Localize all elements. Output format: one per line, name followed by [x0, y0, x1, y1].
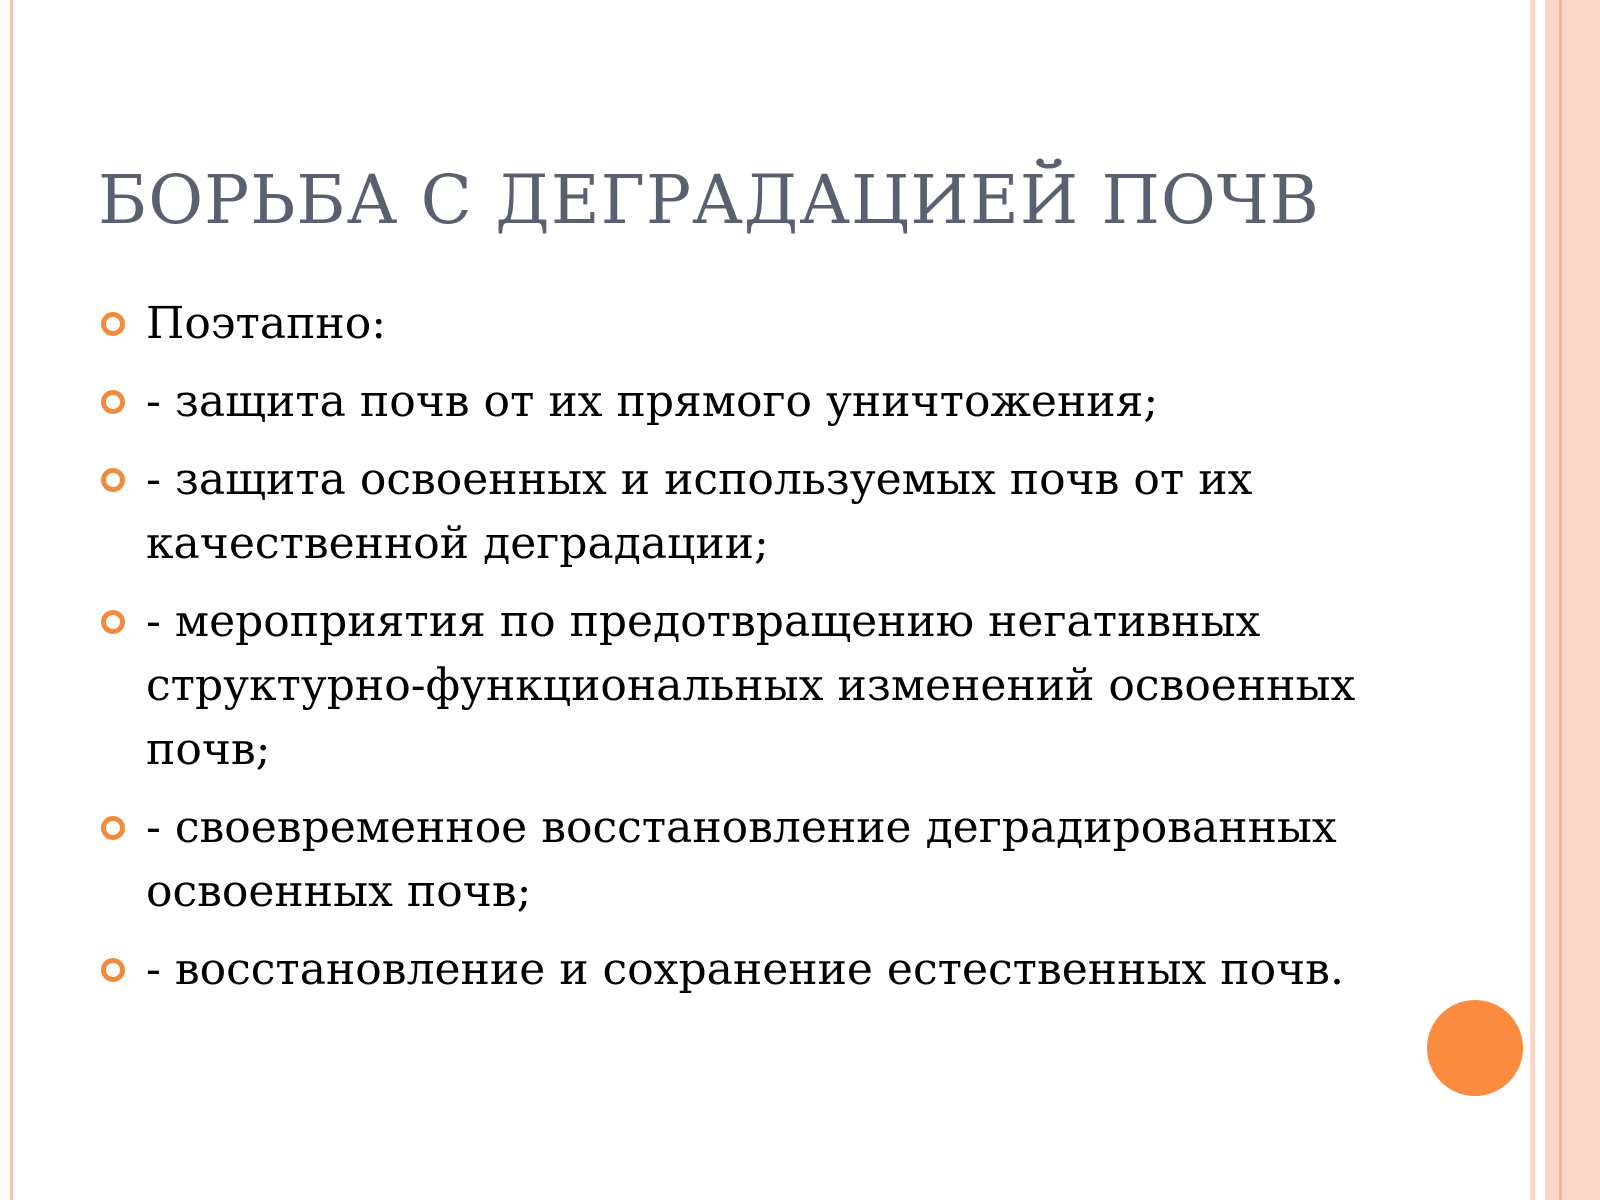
left-border-line — [10, 0, 13, 1200]
bullet-item — [98, 448, 1388, 576]
bullet-text: - защита освоенных и используемых почв от их качественной деградации; — [146, 454, 1253, 569]
bullet-list — [98, 292, 1388, 1016]
bullet-text: - восстановление и сохранение естественных почв. — [146, 944, 1344, 995]
bullet-item — [98, 590, 1388, 782]
bullet-circle-icon — [101, 468, 125, 492]
right-decorative-stripe — [1530, 0, 1535, 1200]
bullet-text: - своевременное восстановление деградированных освоенных почв; — [146, 802, 1337, 917]
bullet-item — [98, 938, 1388, 1002]
right-decorative-stripe — [1545, 0, 1559, 1200]
bullet-text: Поэтапно: — [146, 298, 387, 349]
bullet-circle-icon — [101, 816, 125, 840]
bullet-text: - защита почв от их прямого уничтожения; — [146, 376, 1159, 427]
bullet-text: - мероприятия по предотвращению негативных структурно-функциональных изменений освоенных почв; — [146, 596, 1356, 775]
slide-title: БОРЬБА С ДЕГРАДАЦИЕЙ ПОЧВ — [98, 161, 1320, 239]
bullet-circle-icon — [101, 958, 125, 982]
accent-circle-icon — [1427, 1000, 1523, 1096]
bullet-circle-icon — [101, 390, 125, 414]
bullet-item — [98, 292, 1388, 356]
bullet-circle-icon — [101, 610, 125, 634]
bullet-item — [98, 796, 1388, 924]
bullet-circle-icon — [101, 312, 125, 336]
bullet-item — [98, 370, 1388, 434]
right-decorative-stripe — [1562, 0, 1600, 1200]
